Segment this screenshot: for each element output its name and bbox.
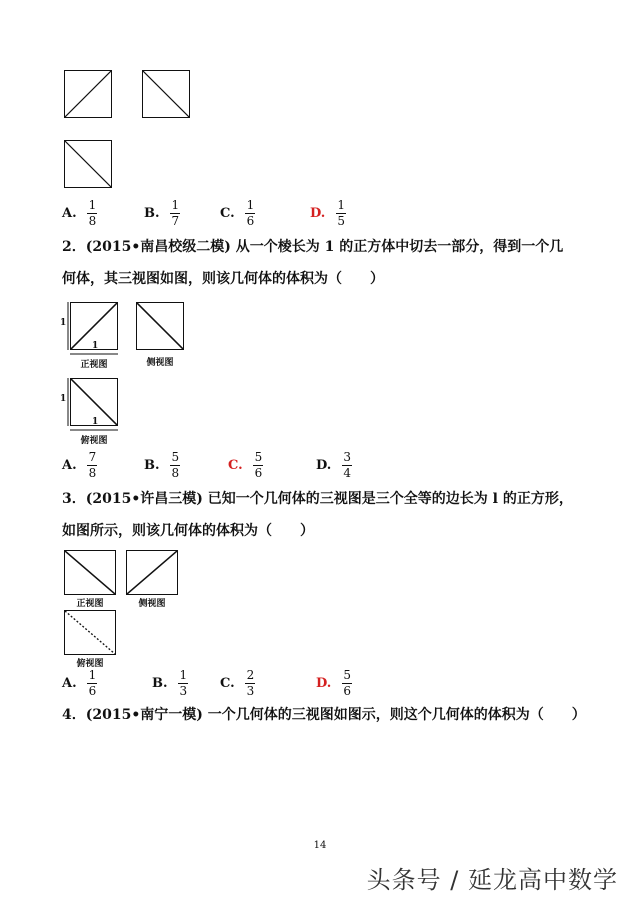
fraction: $\frac{5}{8}$ <box>171 449 180 480</box>
q1-option-d[interactable]: D. $\frac{1}{5}$ <box>310 197 345 228</box>
q2-text-line1: 2．(2015•南昌校级二模) 从一个棱长为 1 的正方体中切去一部分，得到一个几 <box>62 239 564 255</box>
q1-front-view <box>64 70 112 118</box>
q2-side-view <box>136 302 184 350</box>
q2-front-width-arrow <box>70 352 118 356</box>
q2-front-height-arrow <box>66 302 70 350</box>
q2-front-caption: 正视图 <box>80 360 108 370</box>
fraction: $\frac{1}{6}$ <box>246 197 255 228</box>
fraction: $\frac{1}{8}$ <box>88 197 97 228</box>
q3-option-b[interactable]: B. $\frac{1}{3}$ <box>152 667 188 698</box>
watermark-text: 头条号 / 延龙高中数学 <box>366 866 618 894</box>
q2-top-width-arrow <box>70 428 118 432</box>
q3-top-view <box>64 610 116 655</box>
q1-option-c[interactable]: C. $\frac{1}{6}$ <box>220 197 255 228</box>
q1-option-a[interactable]: A. $\frac{1}{8}$ <box>62 197 97 228</box>
q2-option-c[interactable]: C. $\frac{5}{6}$ <box>228 449 263 480</box>
q2-option-b[interactable]: B. $\frac{5}{8}$ <box>144 449 180 480</box>
q2-text-line2: 何体，其三视图如图，则该几何体的体积为（ ） <box>62 271 384 287</box>
q1-side-view <box>142 70 190 118</box>
q1-top-view <box>64 140 112 188</box>
q3-option-c[interactable]: C. $\frac{2}{3}$ <box>220 667 255 698</box>
q3-front-caption: 正视图 <box>76 599 104 609</box>
q3-side-caption: 侧视图 <box>138 599 166 609</box>
q3-side-view <box>126 550 178 595</box>
fraction: $\frac{7}{8}$ <box>88 449 97 480</box>
q4-text-line1: 4．(2015•南宁一模) 一个几何体的三视图如图示，则这个几何体的体积为（ ） <box>62 707 586 723</box>
fraction: $\frac{1}{5}$ <box>337 197 345 228</box>
q2-top-height-arrow <box>66 378 70 426</box>
q2-front-width-label: 1 <box>92 341 99 351</box>
fraction: $\frac{1}{3}$ <box>179 667 188 698</box>
q2-front-height-label: 1 <box>60 318 67 328</box>
q3-top-caption: 俯视图 <box>76 659 104 669</box>
fraction: $\frac{3}{4}$ <box>343 449 351 480</box>
q3-text-line2: 如图所示，则该几何体的体积为（ ） <box>62 523 314 539</box>
fraction: $\frac{1}{7}$ <box>171 197 180 228</box>
q2-option-d[interactable]: D. $\frac{3}{4}$ <box>316 449 351 480</box>
fraction: $\frac{1}{6}$ <box>88 667 97 698</box>
q2-top-caption: 俯视图 <box>80 436 108 446</box>
q2-option-a[interactable]: A. $\frac{7}{8}$ <box>62 449 97 480</box>
q2-side-caption: 侧视图 <box>146 358 174 368</box>
q1-option-b[interactable]: B. $\frac{1}{7}$ <box>144 197 180 228</box>
q2-top-height-label: 1 <box>60 394 67 404</box>
q3-option-d[interactable]: D. $\frac{5}{6}$ <box>316 667 351 698</box>
q3-text-line1: 3．(2015•许昌三模) 已知一个几何体的三视图是三个全等的边长为 l 的正方形， <box>62 491 573 507</box>
fraction: $\frac{2}{3}$ <box>246 667 255 698</box>
fraction: $\frac{5}{6}$ <box>343 667 351 698</box>
fraction: $\frac{5}{6}$ <box>254 449 263 480</box>
q3-option-a[interactable]: A. $\frac{1}{6}$ <box>62 667 97 698</box>
q2-top-width-label: 1 <box>92 417 99 427</box>
page-number: 14 <box>313 840 327 851</box>
q3-front-view <box>64 550 116 595</box>
